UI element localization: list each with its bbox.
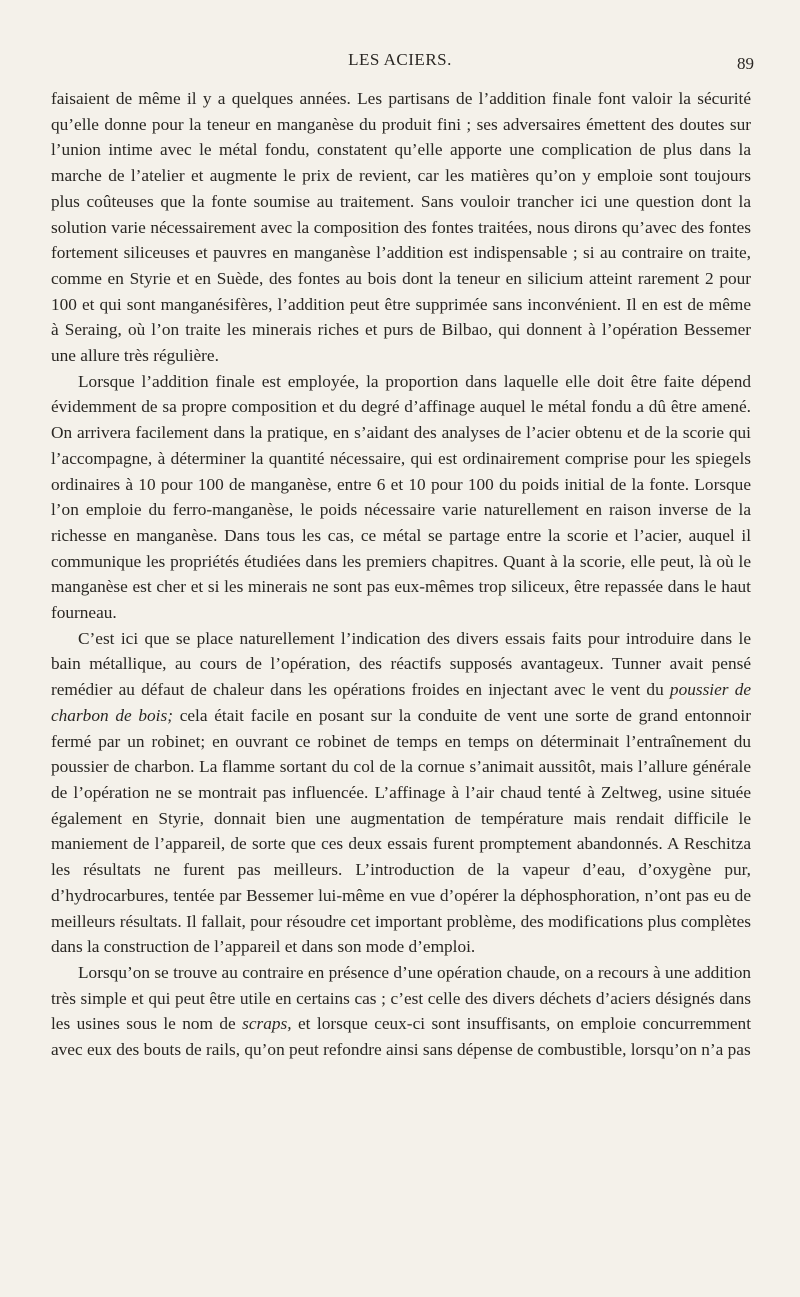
page-number: 89 [737,54,754,73]
paragraph-3-italic-term: poussier de charbon de bois; [51,680,752,725]
paragraph-4-text-b: et lorsque ceux-ci sont insuffisants, on emploie concurremment avec eux des bouts de rails, qu’on peut refondre ainsi sans dépense de combustible, lorsqu’on n’a pas [51,1014,751,1060]
paragraph-1: faisaient de même il y a quelques années. Les partisans de l’addition finale font valoir la sécurité qu’elle donne pour la teneur en manganèse du produit fini ; ses adversaires émettent des doutes sur l’union intime avec le métal fondu, constatent qu’elle apporte une complication de plus dans la marche de l’atelier et augmente le prix de revient, car les matières qu’on y emploie sont toujours plus coûteuses que la fonte soumise au traitement. Sans vouloir trancher ici une question dont la solution varie nécessairement avec la composition des fontes traitées, nous dirons qu’avec des fontes fortement siliceuses et pauvres en manganèse l’addition est indispensable ; si au contraire on traite, comme en Styrie et en Suède, des fontes au bois dont la teneur en silicium atteint rarement 2 pour 100 et qui sont manganésifères, l’addition peut être supprimée sans inconvénient. Il en est de même à Seraing, où l’on traite les minerais riches et purs de Bilbao, qui donnent à l’opération Bessemer une allure très régulière. [51,89,751,366]
paragraph-4-text-a: Lorsqu’on se trouve au contraire en présence d’une opération chaude, on a recours à une addition très simple et qui peut être utile en certains cas ; c’est celle des divers déchets d’aciers désignés dans les usines sous le nom de [51,962,751,1034]
paragraph-3 [51,626,751,960]
paragraph-3-text-b: cela était facile en posant sur la conduite de vent une sorte de grand entonnoir fermé par un robinet; en ouvrant ce robinet de temps en temps on déterminait l’entraînement du poussier de charbon. La flamme sortant du col de la cornue s’animait aussitôt, mais l’allure générale de l’opération ne se montrait pas influencée. L’affinage à l’air chaud tenté à Zeltweg, usine située également en Styrie, donnait bien une augmentation de température mais rendait difficile le maniement de l’appareil, de sorte que ces deux essais furent promptement abandonnés. A Reschitza les résultats ne furent pas meilleurs. L’introduction de la vapeur d’eau, d’oxygène pur, d’hydrocarbures, tentée par Bessemer lui-même en vue d’opérer la déphosphoration, n’ont pas eu de meilleurs résultats. Il fallait, pour résoudre cet important problème, des modifications plus complètes dans la construction de l’appareil et dans son mode d’emploi. [51,705,751,957]
paragraph-2: Lorsque l’addition finale est employée, la proportion dans laquelle elle doit être faite dépend évidemment de sa propre composition et du degré d’affinage auquel le métal fondu a dû être amené. On arrivera facilement dans la pratique, en s’aidant des analyses de l’acier obtenu et de la scorie qui l’accompagne, à déterminer la quantité nécessaire, qui est ordinairement comprise pour les spiegels ordinaires à 10 pour 100 de manganèse, entre 6 et 10 pour 100 du poids initial de la fonte. Lorsque l’on emploie du ferro-manganèse, le poids nécessaire varie naturellement en raison inverse de la richesse en manganèse. Dans tous les cas, ce métal se partage entre la scorie et l’acier, auquel il communique les propriétés étudiées dans les premiers chapitres. Quant à la scorie, elle peut, là où le manganèse est cher et si les minerais ne sont pas eux-mêmes trop siliceux, être repassée dans le haut fourneau. [51,371,751,623]
paragraph-4-italic-term: scraps, [242,1014,292,1034]
body-text [51,86,751,1063]
paragraph-3-text-a: C’est ici que se place naturellement l’indication des divers essais faits pour introduire dans le bain métallique, au cours de l’opération, des réactifs supposés avantageux. Tunner avait pensé remédier au défaut de chaleur dans les opérations froides en injectant avec le vent du [51,628,751,700]
running-title: LES ACIERS. [348,50,452,69]
running-head [0,50,800,76]
paragraph-4 [51,960,751,1063]
